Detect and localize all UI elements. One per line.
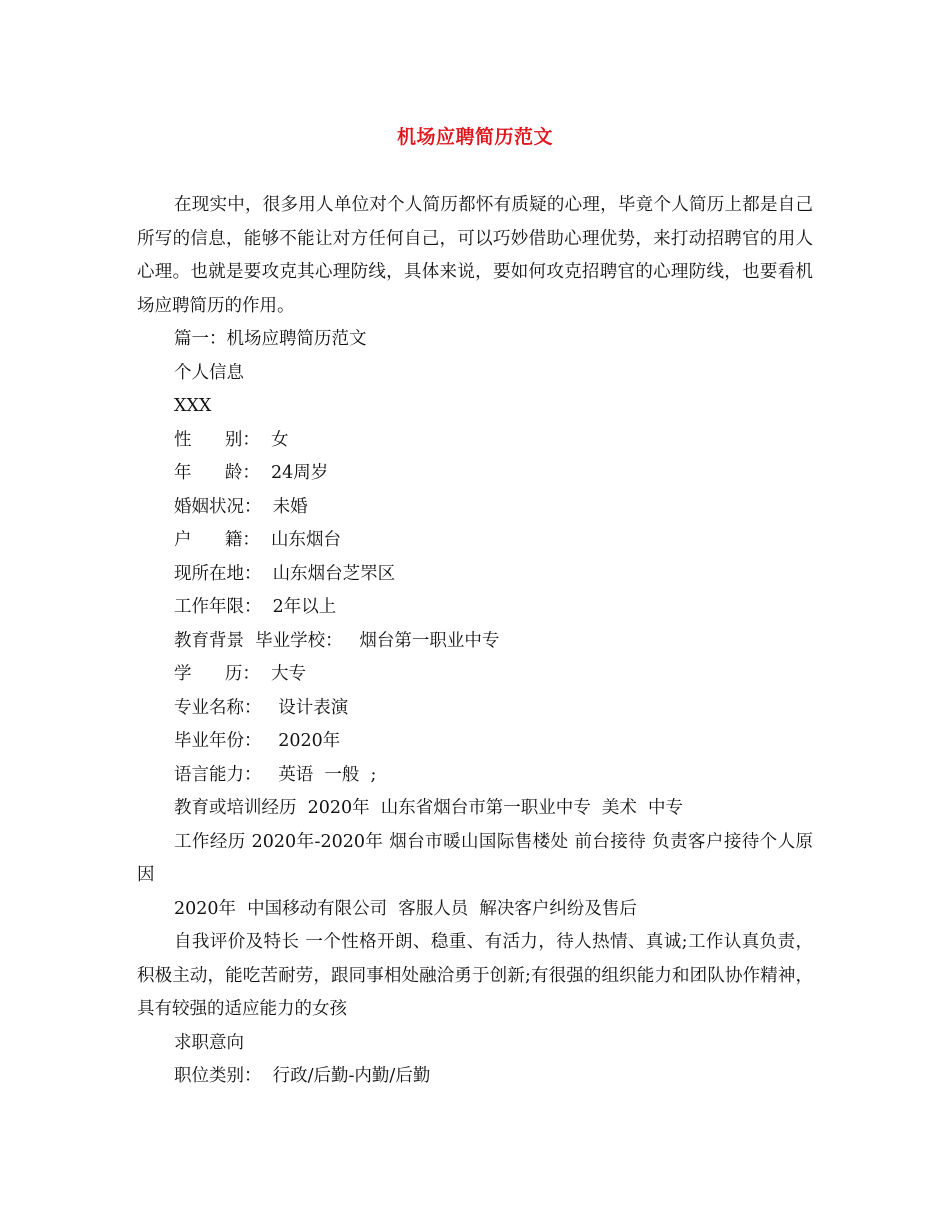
intro-paragraph: 在现实中，很多用人单位对个人简历都怀有质疑的心理，毕竟个人简历上都是自己所写的信息，能够不能让对方任何自己，可以巧妙借助心理优势，来打动招聘官的用人心理。也就是要攻克其心理防线，具体来说，要如何攻克招聘官的心理防线，也要看机场应聘简历的作用。 xyxy=(137,195,813,316)
gender-line: 性 别： 女 xyxy=(174,429,289,450)
graduation-year-line: 毕业年份： 2020年 xyxy=(174,731,341,751)
current-location-line: 现所在地： 山东烟台芝罘区 xyxy=(174,563,396,584)
major-line: 专业名称： 设计表演 xyxy=(174,697,349,718)
document-title: 机场应聘简历范文 xyxy=(396,126,553,148)
work-history-paragraph: 工作经历 2020年-2020年 烟台市暖山国际售楼处 前台接待 负责客户接待个人原因 xyxy=(137,831,813,885)
job-category-line: 职位类别： 行政/后勤-内勤/后勤 xyxy=(174,1066,431,1086)
work-history-2-line: 2020年 中国移动有限公司 客服人员 解决客户纠纷及售后 xyxy=(174,898,637,919)
hukou-line: 户 籍： 山东烟台 xyxy=(174,530,342,550)
name-line: XXX xyxy=(174,396,212,416)
job-intention-heading: 求职意向 xyxy=(174,1032,244,1053)
section-heading: 篇一：机场应聘简历范文 xyxy=(174,329,367,349)
training-line: 教育或培训经历 2020年 山东省烟台市第一职业中专 美术 中专 xyxy=(174,798,684,818)
education-school-line: 教育背景 毕业学校： 烟台第一职业中专 xyxy=(174,630,500,651)
work-years-line: 工作年限： 2年以上 xyxy=(174,597,337,617)
self-evaluation-paragraph: 自我评价及特长 一个性格开朗、稳重、有活力，待人热情、真诚;工作认真负责，积极主动，能吃苦耐劳，跟同事相处融洽勇于创新;有很强的组织能力和团队协作精神，具有较强的适应能力的女孩 xyxy=(137,932,813,1019)
age-line: 年 龄： 24周岁 xyxy=(174,463,329,483)
degree-line: 学 历： 大专 xyxy=(174,664,307,684)
language-line: 语言能力： 英语 一般 ; xyxy=(174,764,377,785)
document-body xyxy=(137,189,813,1094)
marital-status-line: 婚姻状况： 未婚 xyxy=(174,496,308,517)
personal-info-heading: 个人信息 xyxy=(174,362,244,383)
